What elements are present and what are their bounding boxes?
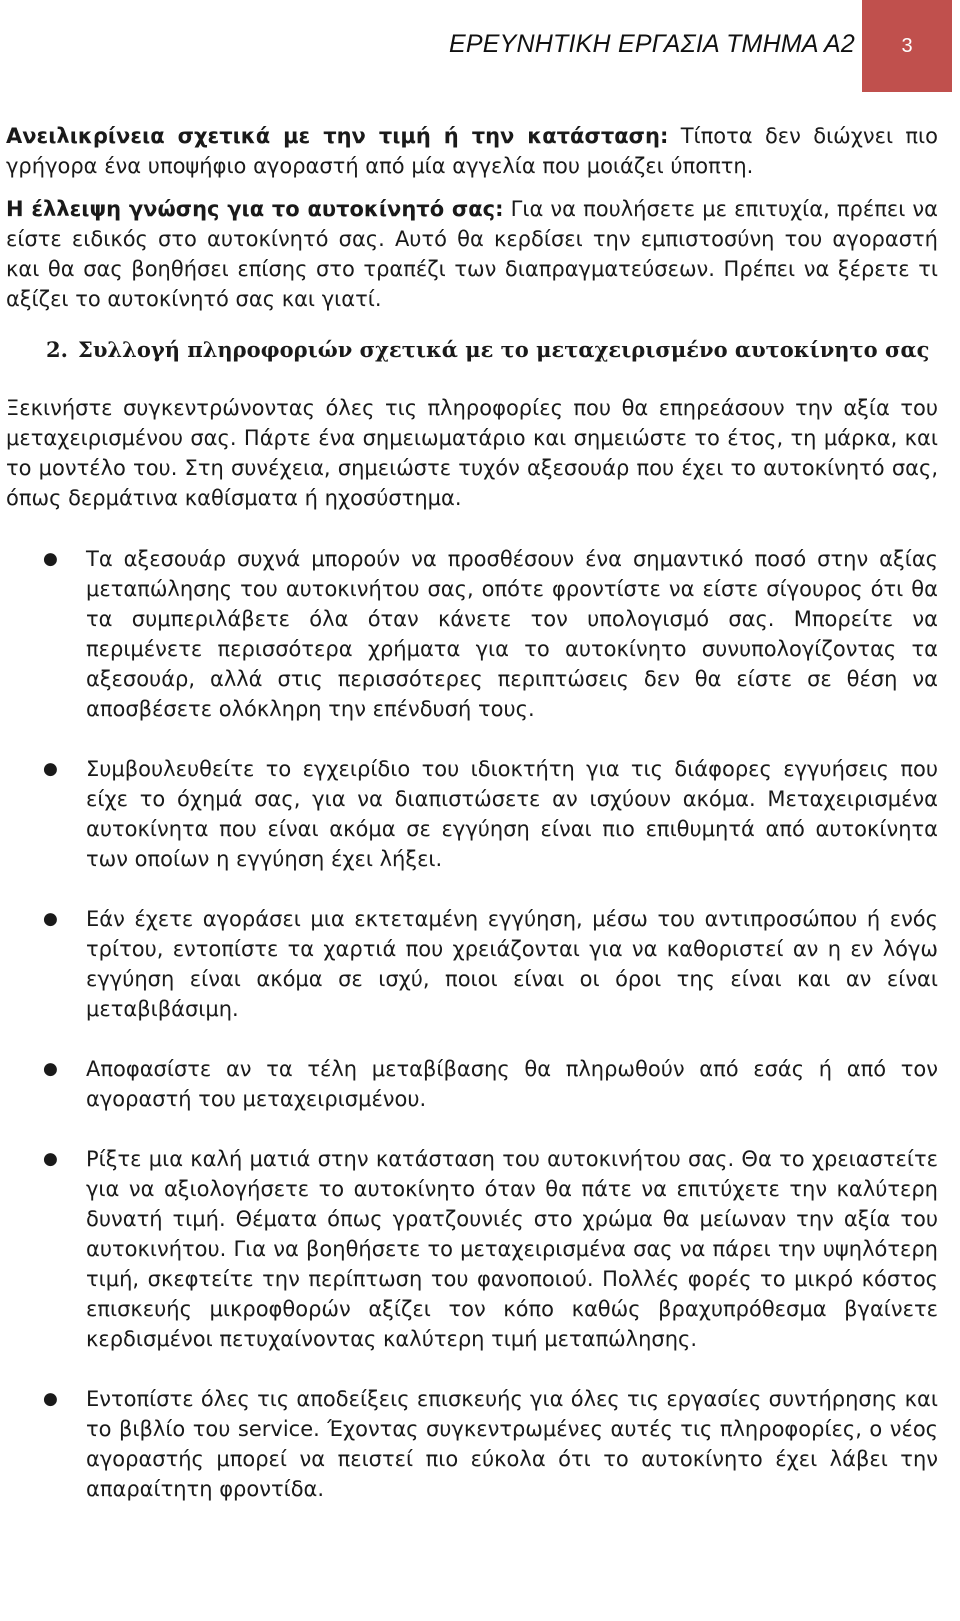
bullet-icon: ● [43, 1059, 58, 1079]
bullet-icon: ● [43, 549, 58, 569]
list-item [6, 1144, 938, 1354]
paragraph-lead: Ανειλικρίνεια σχετικά με την τιμή ή την κατάσταση: [6, 124, 669, 148]
paragraph-text: Για να πουλήσετε με επιτυχία, πρέπει να είστε ειδικός στο αυτοκίνητό σας. Αυτό θα κερδίσει την εμπιστοσύνη του αγοραστή και θα σας βοηθήσει επίσης στο τραπέζι των διαπραγματεύσεων. Πρέπει να ξέρετε τι αξίζει το αυτοκίνητό σας και γιατί. [6, 197, 939, 311]
list-item [6, 1384, 938, 1504]
list-item-text: Εάν έχετε αγοράσει μια εκτεταμένη εγγύηση, μέσω του αντιπροσώπου ή ενός τρίτου, εντοπίστε τα χαρτιά που χρειάζονται για να καθοριστεί αν η εν λόγω εγγύηση είναι ακόμα σε ισχύ, ποιοι είναι οι όροι της είναι και αν είναι μεταβιβάσιμη. [86, 907, 938, 1021]
list-item [6, 754, 938, 874]
paragraph-lead: Η έλλειψη γνώσης για το αυτοκίνητό σας: [6, 197, 504, 221]
section-number: 2. [46, 337, 68, 362]
page-number: 3 [901, 34, 913, 57]
list-item-text: Εντοπίστε όλες τις αποδείξεις επισκευής για όλες τις εργασίες συντήρησης και το βιβλίο του service. Έχοντας συγκεντρωμένες αυτές τις πληροφορίες, ο νέος αγοραστής μπορεί να πειστεί πιο εύκολα ότι το αυτοκίνητο έχει λάβει την απαραίτητη φροντίδα. [86, 1387, 938, 1501]
header-title: ΕΡΕΥΝΗΤΙΚΗ ΕΡΓΑΣΙΑ ΤΜΗΜΑ Α2 [449, 30, 855, 58]
bullet-icon: ● [43, 1149, 58, 1169]
section-title: Συλλογή πληροφοριών σχετικά με το μεταχειρισμένο αυτοκίνητο σας [78, 337, 930, 362]
paragraph-text: Τίποτα δεν διώχνει πιο γρήγορα ένα υποψήφιο αγοραστή από μία αγγελία που μοιάζει ύποπτη. [6, 124, 939, 178]
bullet-icon: ● [43, 909, 58, 929]
list-item [6, 1054, 938, 1114]
list-item [6, 544, 938, 724]
list-item-text: Ρίξτε μια καλή ματιά στην κατάσταση του αυτοκινήτου σας. Θα το χρειαστείτε για να αξιολογήσετε το αυτοκίνητο όταν θα πάτε να επιτύχετε την καλύτερη δυνατή τιμή. Θέματα όπως γρατζουνιές στο χρώμα θα μείωναν την αξία του αυτοκινήτου. Για να βοηθήσετε το μεταχειρισμένα σας να πάρει την υψηλότερη τιμή, σκεφτείτε την περίπτωση του φανοποιού. Πολλές φορές το μικρό κόστος επισκευής μικροφθορών αξίζει τον κόπο καθώς βραχυπρόθεσμα βγαίνετε κερδισμένοι πετυχαίνοντας καλύτερη τιμή μεταπώλησης. [86, 1147, 938, 1351]
bullet-icon: ● [43, 759, 58, 779]
bullet-icon: ● [43, 1389, 58, 1409]
document-body [6, 121, 938, 1534]
list-item-text: Αποφασίστε αν τα τέλη μεταβίβασης θα πληρωθούν από εσάς ή από τον αγοραστή του μεταχειρισμένου. [86, 1057, 938, 1111]
paragraph-dishonesty [6, 121, 938, 181]
list-item [6, 904, 938, 1024]
list-item-text: Τα αξεσουάρ συχνά μπορούν να προσθέσουν ένα σημαντικό ποσό στην αξίας μεταπώλησης του αυτοκινήτου σας, οπότε φροντίστε να είστε σίγουρος ότι θα τα συμπεριλάβετε όλα όταν κάνετε τον υπολογισμό σας. Μπορείτε να περιμένετε περισσότερα χρήματα για το αυτοκίνητο συνυπολογίζοντας τα αξεσουάρ, αλλά στις περισσότερες περιπτώσεις δεν θα είστε σε θέση να αποσβέσετε ολόκληρη την επένδυσή τους. [86, 547, 938, 721]
section-intro-paragraph: Ξεκινήστε συγκεντρώνοντας όλες τις πληροφορίες που θα επηρεάσουν την αξία του μεταχειρισμένου σας. Πάρτε ένα σημειωματάριο και σημειώστε το έτος, τη μάρκα, και το μοντέλο του. Στη συνέχεια, σημειώστε τυχόν αξεσουάρ που έχει το αυτοκίνητό σας, όπως δερμάτινα καθίσματα ή ηχοσύστημα. [6, 396, 938, 510]
paragraph-knowledge [6, 194, 938, 314]
section-heading [46, 335, 938, 365]
list-item-text: Συμβουλευθείτε το εγχειρίδιο του ιδιοκτήτη για τις διάφορες εγγυήσεις που είχε το όχημά σας, για να διαπιστώσετε αν ισχύουν ακόμα. Μεταχειρισμένα αυτοκίνητα που είναι ακόμα σε εγγύηση είναι πιο επιθυμητά από αυτοκίνητα των οποίων η εγγύηση έχει λήξει. [86, 757, 938, 871]
bullet-list [6, 544, 938, 1504]
page-header [0, 0, 960, 92]
page-number-box [862, 0, 952, 92]
